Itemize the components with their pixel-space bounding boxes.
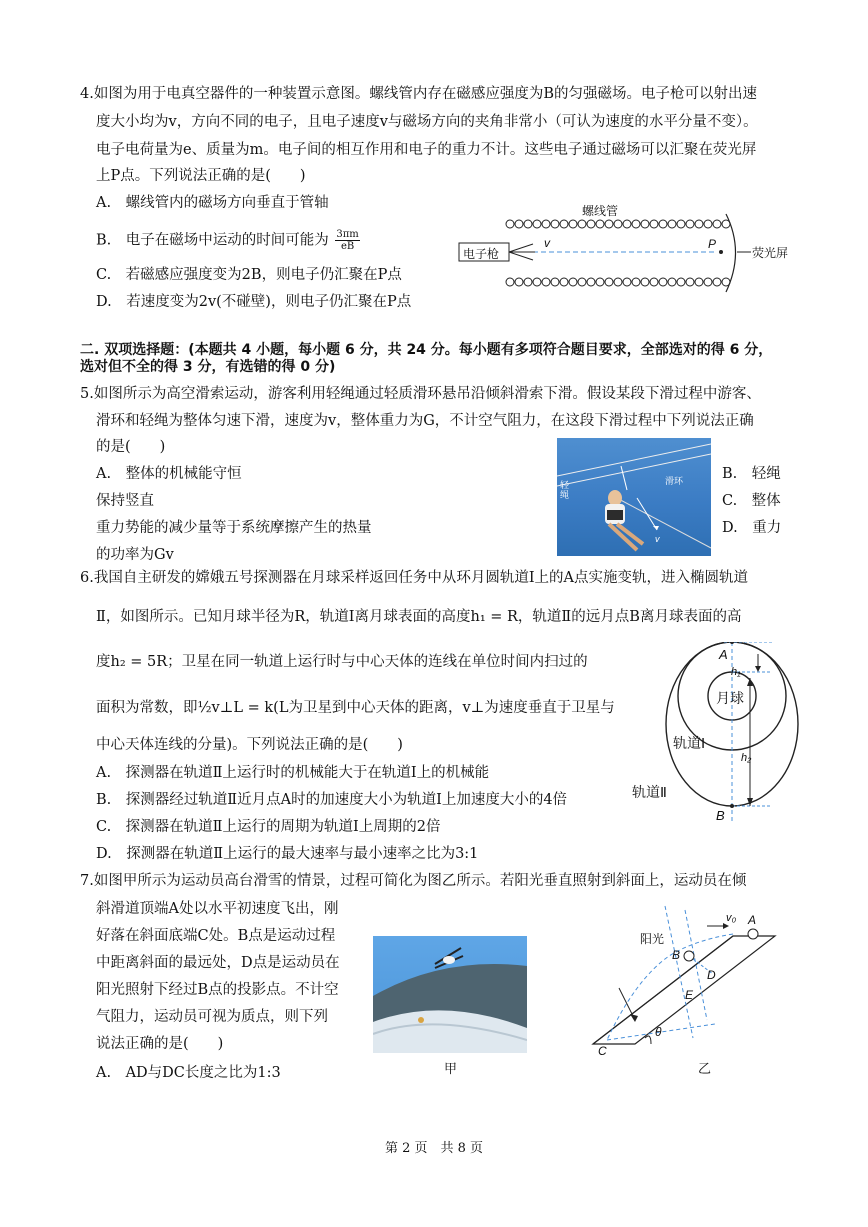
moon-label: 月球	[716, 690, 744, 706]
q4-option-b-fraction	[335, 229, 359, 252]
orbit-ii-label: 轨道Ⅱ	[632, 784, 667, 800]
q6-line-1: 6.我国自主研发的嫦娥五号探测器在月球采样返回任务中从环月圆轨道Ⅰ上的A点实施变轨，进入椭圆轨道	[80, 570, 749, 586]
figure-jia-label: 甲	[444, 1061, 458, 1076]
zipline-photo-drawing	[557, 438, 711, 556]
sunlight-label: 阳光	[640, 932, 665, 946]
point-p-label: P	[708, 237, 717, 251]
q6-line-4: 面积为常数，即½v⊥L = k(L为卫星到中心天体的距离，v⊥为速度垂直于卫星与	[96, 700, 615, 716]
section-2-heading-line-1: 二. 双项选择题：(本题共 4 小题，每小题 6 分，共 24 分。每小题有多项符合题目要求，全部选对的得 6 分，	[80, 342, 773, 358]
point-a-label: A	[719, 647, 728, 662]
q7-wrap-line-2: 好落在斜面底端C处。B点是运动过程	[96, 928, 336, 944]
q4-solenoid-figure	[455, 200, 785, 300]
q6-option-a: A. 探测器在轨道Ⅱ上运行时的机械能大于在轨道Ⅰ上的机械能	[96, 765, 490, 781]
q7-line-1: 7.如图甲所示为运动员高台滑雪的情景，过程可简化为图乙所示。若阳光垂直照射到斜面上，运动员在倾	[80, 873, 747, 889]
q6-option-b: B. 探测器经过轨道Ⅱ近月点A时的加速度大小为轨道Ⅰ上加速度大小的4倍	[96, 792, 568, 808]
h1-label: h₁	[731, 666, 741, 678]
zipline-photo	[557, 438, 711, 556]
point-b-label: B	[716, 808, 725, 823]
q5-option-b-tail: 保持竖直	[96, 493, 154, 509]
rope-label: 轻绳	[560, 480, 570, 500]
q5-line-1: 5.如图所示为高空滑索运动，游客利用轻绳通过轻质滑环悬吊沿倾斜滑索下滑。假设某段下滑过程中游客、	[80, 386, 761, 402]
q4-option-d: D. 若速度变为2v(不碰壁)，则电子仍汇聚在P点	[96, 294, 412, 310]
q7-wrap-line-1: 斜滑道顶端A处以水平初速度飞出，刚	[96, 901, 339, 917]
v0-label: v₀	[726, 912, 737, 924]
ring-label: 滑环	[665, 476, 684, 486]
q7-wrap-line-3: 中距离斜面的最远处，D点是运动员在	[96, 955, 340, 971]
point-d-label: D	[707, 968, 716, 982]
q5-option-d: D. 重力	[722, 520, 782, 536]
figure-yi-label: 乙	[698, 1061, 712, 1076]
q4-line-4: 上P点。下列说法正确的是( )	[96, 168, 306, 184]
solenoid-top-coils	[506, 220, 730, 228]
solenoid-bottom-coils	[506, 278, 730, 286]
q4-line-1: 4.如图为用于电真空器件的一种装置示意图。螺线管内存在磁感应强度为B的匀强磁场。电子枪可以射出速	[80, 86, 757, 102]
h2-label: h₂	[741, 752, 752, 764]
q5-option-a: A. 整体的机械能守恒	[96, 466, 242, 482]
photo-v-label: v	[655, 534, 660, 544]
theta-label: θ	[655, 1025, 662, 1039]
fraction-denominator: eB	[340, 241, 355, 252]
ski-jump-photo	[373, 936, 527, 1053]
q4-option-a: A. 螺线管内的磁场方向垂直于管轴	[96, 195, 329, 211]
point-e-label: E	[685, 988, 694, 1002]
q5-line-3: 的是( )	[96, 439, 166, 455]
fluorescent-screen-arc	[726, 214, 736, 292]
q4-line-2: 度大小均为v，方向不同的电子，且电子速度v与磁场方向的夹角非常小（可认为速度的水平分量不变）。	[96, 114, 758, 130]
ski-jump-photo-drawing	[373, 936, 527, 1053]
q6-orbit-figure	[632, 642, 812, 832]
point-c-label: C	[598, 1044, 607, 1058]
q5-option-b: B. 轻绳	[722, 466, 781, 482]
q7-wrap-line-4: 阳光照射下经过B点的投影点。不计空	[96, 982, 339, 998]
point-a-slope-label: A	[748, 913, 757, 927]
q6-option-d: D. 探测器在轨道Ⅱ上运行的最大速率与最小速率之比为3:1	[96, 846, 479, 862]
orbit-i-label: 轨道Ⅰ	[673, 735, 706, 751]
q4-line-3: 电子电荷量为e、质量为m。电子间的相互作用和电子的重力不计。这些电子通过磁场可以汇聚在荧光屏	[96, 142, 757, 158]
q7-option-a: A. AD与DC长度之比为1:3	[96, 1065, 281, 1081]
q4-option-c: C. 若磁感应强度变为2B，则电子仍汇聚在P点	[96, 267, 402, 283]
q7-wrap-line-6: 说法正确的是( )	[96, 1036, 224, 1052]
q7-wrap-line-5: 气阻力，运动员可视为质点，则下列	[96, 1009, 328, 1025]
velocity-label: v	[544, 236, 550, 250]
q5-option-c-tail: 重力势能的减少量等于系统摩擦产生的热量	[96, 520, 372, 536]
electron-gun-label: 电子枪	[463, 247, 500, 261]
q6-option-c: C. 探测器在轨道Ⅱ上运行的周期为轨道Ⅰ上周期的2倍	[96, 819, 441, 835]
point-p-dot	[719, 250, 723, 254]
q5-line-2: 滑环和轻绳为整体匀速下滑，速度为v，整体重力为G，不计空气阻力，在这段下滑过程中下列说法正确	[96, 413, 754, 429]
q5-option-d-tail: 的功率为Gv	[96, 547, 174, 563]
q4-option-b	[96, 229, 360, 252]
q6-line-5: 中心天体连线的分量)。下列说法正确的是( )	[96, 737, 403, 753]
q5-option-c: C. 整体	[722, 493, 781, 509]
point-b-slope-label: B	[672, 948, 681, 962]
screen-label: 荧光屏	[752, 246, 789, 260]
q4-option-b-text: B. 电子在磁场中运动的时间可能为	[96, 232, 329, 249]
q6-line-2: Ⅱ，如图所示。已知月球半径为R，轨道Ⅰ离月球表面的高度h₁ = R，轨道Ⅱ的远月点B离月球表面的高	[96, 609, 742, 625]
page-footer: 第 2 页 共 8 页	[384, 1141, 484, 1156]
q6-line-3: 度h₂ = 5R；卫星在同一轨道上运行时与中心天体的连线在单位时间内扫过的	[96, 654, 588, 670]
solenoid-label: 螺线管	[582, 204, 619, 218]
fraction-numerator: 3πm	[336, 229, 359, 240]
section-2-heading-line-2: 选对但不全的得 3 分，有选错的得 0 分)	[80, 359, 336, 375]
